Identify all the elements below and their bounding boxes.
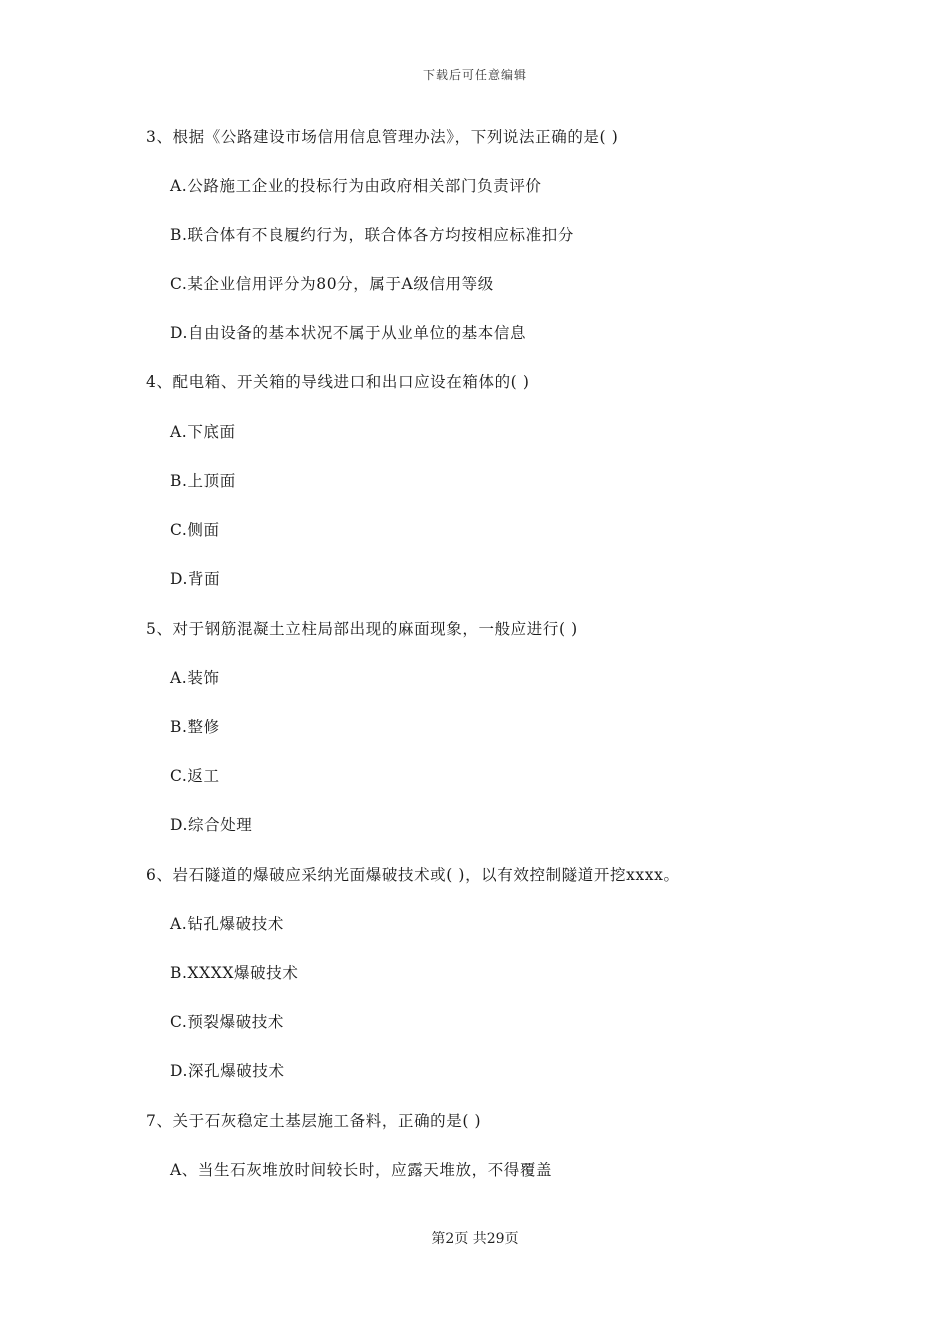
question-5-option-b: B.整修 <box>170 718 220 736</box>
question-3-option-b: B.联合体有不良履约行为，联合体各方均按相应标准扣分 <box>170 226 574 244</box>
question-6-option-b: B.XXXX爆破技术 <box>170 964 299 982</box>
question-3-option-c: C.某企业信用评分为80分，属于A级信用等级 <box>170 275 494 293</box>
page-footer <box>0 1228 950 1248</box>
question-5-option-d: D.综合处理 <box>170 816 253 834</box>
question-3-option-a: A.公路施工企业的投标行为由政府相关部门负责评价 <box>170 177 542 195</box>
page-header: 下载后可任意编辑 <box>422 68 527 82</box>
question-3-stem: 3、根据《公路建设市场信用信息管理办法》，下列说法正确的是( ) <box>146 128 619 146</box>
question-4-option-a: A.下底面 <box>170 423 236 441</box>
question-5-stem: 5、对于钢筋混凝土立柱局部出现的麻面现象，一般应进行( ) <box>146 620 578 638</box>
question-7-option-a: A、当生石灰堆放时间较长时，应露天堆放，不得覆盖 <box>170 1161 553 1179</box>
question-7-stem: 7、关于石灰稳定土基层施工备料，正确的是( ) <box>146 1112 482 1130</box>
question-4-option-c: C.侧面 <box>170 521 220 539</box>
question-6-option-a: A.钻孔爆破技术 <box>170 915 284 933</box>
question-4-option-d: D.背面 <box>170 570 221 588</box>
question-5-option-a: A.装饰 <box>170 669 220 687</box>
question-4-option-b: B.上顶面 <box>170 472 236 490</box>
question-6-option-d: D.深孔爆破技术 <box>170 1062 285 1080</box>
question-3-option-d: D.自由设备的基本状况不属于从业单位的基本信息 <box>170 324 527 342</box>
question-4-stem: 4、配电箱、开关箱的导线进口和出口应设在箱体的( ) <box>146 373 530 391</box>
page-number: 第2页 共29页 <box>431 1231 519 1247</box>
question-6-stem: 6、岩石隧道的爆破应采纳光面爆破技术或( )，以有效控制隧道开挖xxxx。 <box>146 866 680 884</box>
question-5-option-c: C.返工 <box>170 767 220 785</box>
question-6-option-c: C.预裂爆破技术 <box>170 1013 285 1031</box>
